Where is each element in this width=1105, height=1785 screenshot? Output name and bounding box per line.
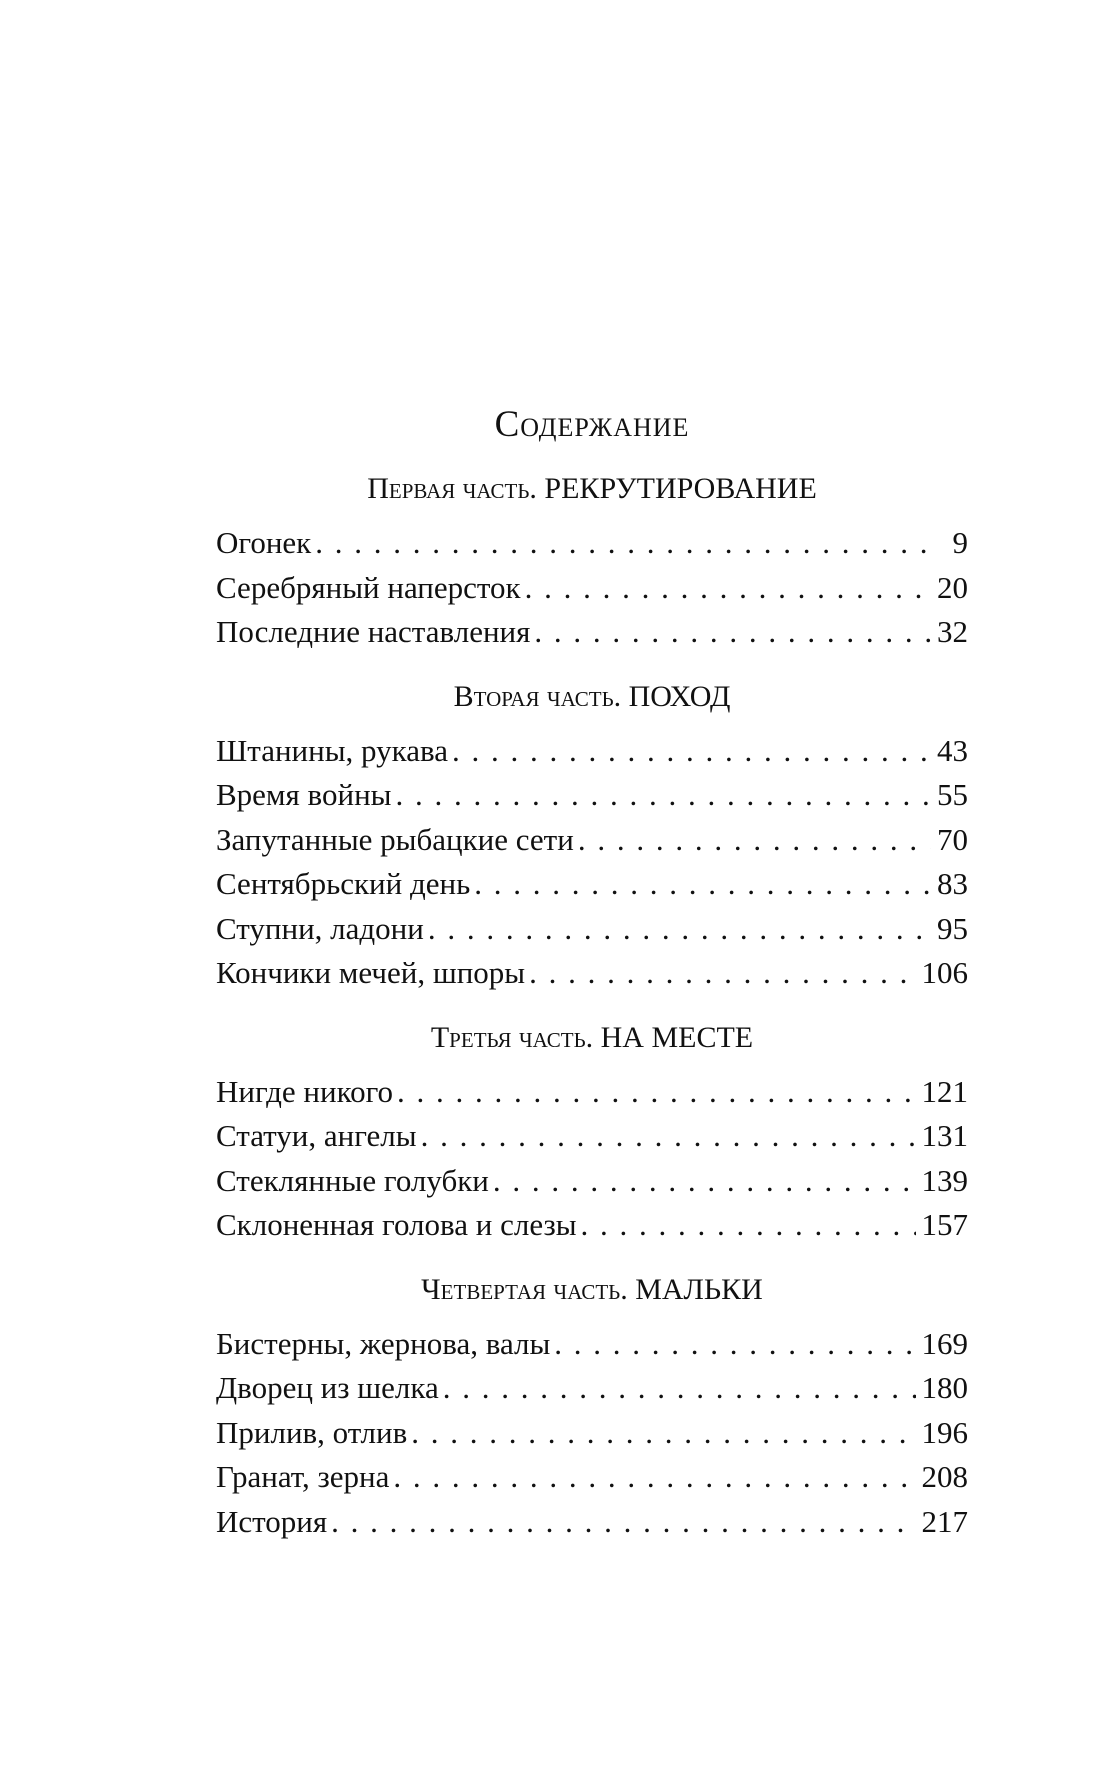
toc-entry[interactable] <box>216 1159 968 1204</box>
entry-page: 196 <box>921 1414 968 1450</box>
toc-entry[interactable] <box>216 1366 968 1411</box>
toc-entry[interactable] <box>216 1070 968 1115</box>
dot-leader <box>493 1159 916 1204</box>
toc-entry[interactable] <box>216 773 968 818</box>
part-1 <box>216 465 968 655</box>
entry-page: 43 <box>937 732 968 768</box>
entry-title: Стеклянные голубки <box>216 1162 489 1198</box>
toc-entry[interactable] <box>216 610 968 655</box>
entry-page: 121 <box>921 1073 968 1109</box>
dot-leader <box>331 1500 915 1545</box>
toc-entry[interactable] <box>216 951 968 996</box>
dot-leader <box>525 566 931 611</box>
part-name: МАЛЬКИ <box>635 1272 763 1306</box>
dot-leader <box>393 1455 915 1500</box>
toc-entry[interactable] <box>216 566 968 611</box>
entry-page: 55 <box>937 777 968 812</box>
entry-page: 208 <box>921 1459 968 1494</box>
entry-page: 131 <box>921 1118 968 1153</box>
toc-entry[interactable] <box>216 1114 968 1159</box>
toc-entry[interactable] <box>216 1455 968 1500</box>
part-label: Третья часть. <box>430 1020 594 1054</box>
part-4 <box>216 1266 968 1545</box>
toc-entry[interactable] <box>216 818 968 863</box>
dot-leader <box>411 1411 915 1456</box>
entry-title: Запутанные рыбацкие сети <box>216 821 574 857</box>
part-heading <box>216 465 968 513</box>
toc-entry[interactable] <box>216 1203 968 1248</box>
entry-page: 32 <box>937 614 968 649</box>
dot-leader <box>554 1322 915 1367</box>
entry-title: Дворец из шелка <box>216 1370 439 1405</box>
entry-page: 9 <box>952 525 968 560</box>
toc-entry[interactable] <box>216 729 968 774</box>
dot-leader <box>578 818 931 863</box>
dot-leader <box>452 729 931 774</box>
entry-page: 20 <box>937 569 968 605</box>
entry-title: История <box>216 1503 328 1539</box>
entry-title: Сентябрьский день <box>216 866 471 901</box>
part-heading <box>216 673 968 721</box>
entry-page: 169 <box>921 1325 968 1361</box>
dot-leader <box>534 610 931 655</box>
part-2 <box>216 673 968 996</box>
entry-page: 95 <box>937 910 968 946</box>
toc-entry[interactable] <box>216 907 968 952</box>
entry-page: 139 <box>921 1162 968 1198</box>
entry-title: Склоненная голова и слезы <box>216 1207 577 1242</box>
entry-title: Огонек <box>216 525 312 560</box>
part-name: РЕКРУТИРОВАНИЕ <box>544 472 817 505</box>
entry-title: Нигде никого <box>216 1073 394 1109</box>
part-name: НА МЕСТЕ <box>600 1020 754 1054</box>
entry-title: Последние наставления <box>216 614 531 649</box>
part-name: ПОХОД <box>628 679 731 713</box>
entry-page: 180 <box>921 1370 968 1405</box>
entry-title: Бистерны, жернова, валы <box>216 1325 551 1361</box>
part-label: Четвертая часть. <box>421 1272 628 1306</box>
entry-title: Статуи, ангелы <box>216 1118 417 1153</box>
dot-leader <box>474 862 931 907</box>
dot-leader <box>315 521 932 566</box>
entry-title: Прилив, отлив <box>216 1414 408 1450</box>
part-heading <box>216 1014 968 1062</box>
page-title: Содержание <box>494 404 690 445</box>
part-3 <box>216 1014 968 1248</box>
entry-page: 217 <box>921 1503 968 1539</box>
dot-leader <box>529 951 915 996</box>
toc-entry[interactable] <box>216 521 968 566</box>
toc-entry[interactable] <box>216 1322 968 1367</box>
toc-entry[interactable] <box>216 862 968 907</box>
dot-leader <box>421 1114 916 1159</box>
dot-leader <box>581 1203 916 1248</box>
entry-page: 70 <box>937 821 968 857</box>
part-heading <box>216 1266 968 1314</box>
entry-title: Серебряный наперсток <box>216 569 521 605</box>
entry-page: 157 <box>921 1207 968 1242</box>
dot-leader <box>443 1366 916 1411</box>
entry-page: 83 <box>937 866 968 901</box>
entry-page: 106 <box>921 955 968 990</box>
part-label: Первая часть. <box>367 472 537 505</box>
table-of-contents <box>216 395 968 1544</box>
entry-title: Время войны <box>216 777 392 812</box>
entry-title: Гранат, зерна <box>216 1459 390 1494</box>
part-label: Вторая часть. <box>453 679 622 713</box>
dot-leader <box>428 907 931 952</box>
entry-title: Кончики мечей, шпоры <box>216 955 526 990</box>
dot-leader <box>397 1070 915 1115</box>
dot-leader <box>396 773 932 818</box>
toc-entry[interactable] <box>216 1500 968 1545</box>
entry-title: Ступни, ладони <box>216 910 424 946</box>
entry-title: Штанины, рукава <box>216 732 448 768</box>
toc-entry[interactable] <box>216 1411 968 1456</box>
